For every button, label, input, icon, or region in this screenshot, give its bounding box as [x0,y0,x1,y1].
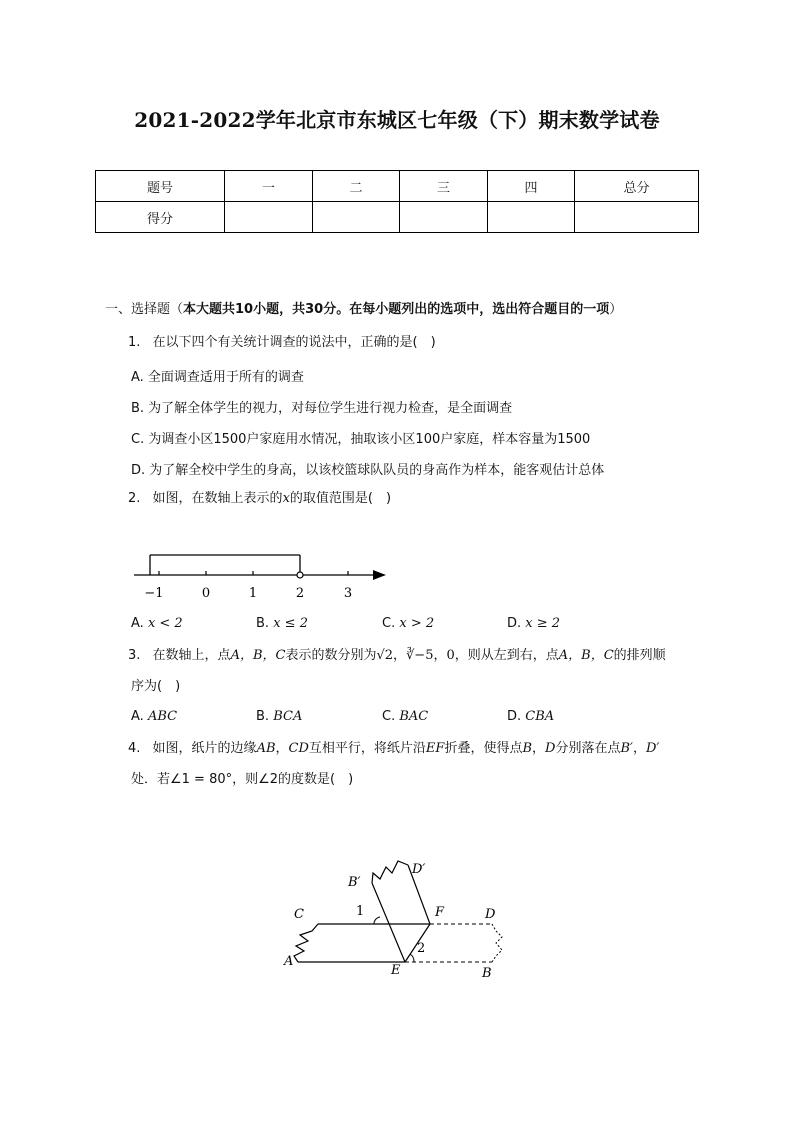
score-header-cell: 二 [313,171,400,202]
tick-label: 3 [343,586,353,601]
question-stem: 在数轴上，点 [152,648,231,663]
score-header-cell: 一 [225,171,313,202]
question-stem: 分别落在点 [555,741,621,756]
option-expr: ABC [147,709,178,724]
question-stem: 如图，在数轴上表示的 [152,491,283,506]
score-header-cell: 四 [488,171,575,202]
score-table [95,170,699,233]
label-f: F [435,905,445,920]
q3-option-a[interactable] [131,709,177,724]
question-stem: 的排列顺 [613,648,666,663]
torn-edge-right [492,924,502,962]
math-points: A，B，C [230,648,286,663]
question-number: 1. [128,335,141,350]
label-d: D [485,907,496,922]
option-expr: CBA [525,709,555,724]
angle-2-arc [410,954,414,962]
q3-option-d[interactable] [507,709,554,724]
label-c: C [294,907,304,922]
option-letter: C. [382,616,396,631]
math-points: A，B，C [558,648,614,663]
question-number: 2. [128,491,141,506]
label-b: B [482,966,492,981]
section-instructions: 本大题共10小题，共30分。在每小题列出的选项中，选出符合题目的一项 [183,302,610,317]
tick-label: 2 [295,586,305,601]
option-letter: C. [382,709,396,724]
math-point: B [522,741,533,756]
question-4-line2: 处．若∠1 = 80°，则∠2的度数是( ) [131,772,354,787]
score-cell[interactable] [313,202,400,233]
score-table-header-row [96,171,699,202]
math-point: D′ [646,741,660,756]
question-stem: 互相平行，将纸片沿 [308,741,426,756]
number-line-figure [128,545,390,605]
question-stem: 表示的数分别为 [285,648,377,663]
section-prefix: 一、选择题（ [105,302,184,317]
option-expr: BCA [273,709,303,724]
math-values: √2，∛−5，0 [376,648,455,663]
flap-edge-eb [372,883,405,962]
q2-option-d[interactable] [507,616,560,631]
angle-1-arc [374,917,380,924]
q3-option-b[interactable] [256,709,302,724]
question-stem: ，则从左到右，点 [454,648,559,663]
score-header-cell: 题号 [96,171,225,202]
flap-torn-edge [372,861,408,883]
option-letter: D. [507,616,522,631]
label-angle-1: 1 [356,904,365,919]
option-expr: x < 2 [147,616,183,631]
section-heading [105,301,622,319]
option-letter: A. [131,709,144,724]
question-4 [128,740,659,758]
question-number: 4. [128,741,141,756]
q2-option-c[interactable] [382,616,434,631]
q1-option-a[interactable]: A. 全面调查适用于所有的调查 [131,370,304,385]
tick-label: −1 [144,586,164,601]
label-b-prime: B′ [348,875,361,890]
score-table-score-row [96,202,699,233]
q2-option-a[interactable] [131,616,183,631]
question-2 [128,490,391,508]
option-expr: BAC [399,709,429,724]
score-cell[interactable] [488,202,575,233]
question-stem: ， [275,741,289,756]
option-expr: x ≥ 2 [525,616,561,631]
q1-option-b[interactable]: B. 为了解全体学生的视力，对每位学生进行视力检查，是全面调查 [131,401,513,416]
question-stem: 在以下四个有关统计调查的说法中，正确的是( ) [152,335,436,350]
question-stem: ， [633,741,647,756]
section-suffix: ） [609,302,623,317]
question-number: 3. [128,648,141,663]
math-segment: CD [288,741,309,756]
math-segment: AB [256,741,276,756]
score-header-cell: 三 [400,171,488,202]
math-point: B′ [620,741,633,756]
tick-label: 1 [248,586,258,601]
option-letter: A. [131,616,144,631]
option-expr: x ≤ 2 [273,616,308,631]
question-stem: 折叠，使得点 [444,741,523,756]
question-1 [128,334,436,352]
tick-label: 0 [201,586,211,601]
torn-edge-left [294,924,318,962]
question-stem: 的取值范围是( ) [289,491,392,506]
option-letter: B. [256,709,270,724]
score-row-label: 得分 [96,202,225,233]
axis-arrow-icon [373,570,386,580]
score-cell[interactable] [225,202,313,233]
score-header-cell: 总分 [575,171,699,202]
q2-option-b[interactable] [256,616,308,631]
question-stem: ， [532,741,546,756]
question-3-line2: 序为( ) [131,679,181,694]
score-cell[interactable] [575,202,699,233]
label-d-prime: D′ [412,862,426,877]
label-a: A [284,954,294,969]
page-title: 2021-2022学年北京市东城区七年级（下）期末数学试卷 [134,108,660,132]
label-e: E [391,963,401,978]
q1-option-d[interactable]: D. 为了解全校中学生的身高，以该校篮球队队员的身高作为样本，能客观估计总体 [131,463,605,478]
option-letter: D. [507,709,522,724]
q1-option-c[interactable]: C. 为调查小区1500户家庭用水情况，抽取该小区100户家庭，样本容量为1500 [131,432,591,447]
fold-figure [280,855,520,985]
q3-option-c[interactable] [382,709,428,724]
option-letter: B. [256,616,270,631]
math-point: D [545,741,556,756]
label-angle-2: 2 [417,941,426,956]
math-segment: EF [425,741,445,756]
question-stem: 如图，纸片的边缘 [152,741,257,756]
math-variable: x [282,491,290,506]
open-endpoint [297,572,303,578]
score-cell[interactable] [400,202,488,233]
option-expr: x > 2 [399,616,435,631]
question-3 [128,647,666,665]
